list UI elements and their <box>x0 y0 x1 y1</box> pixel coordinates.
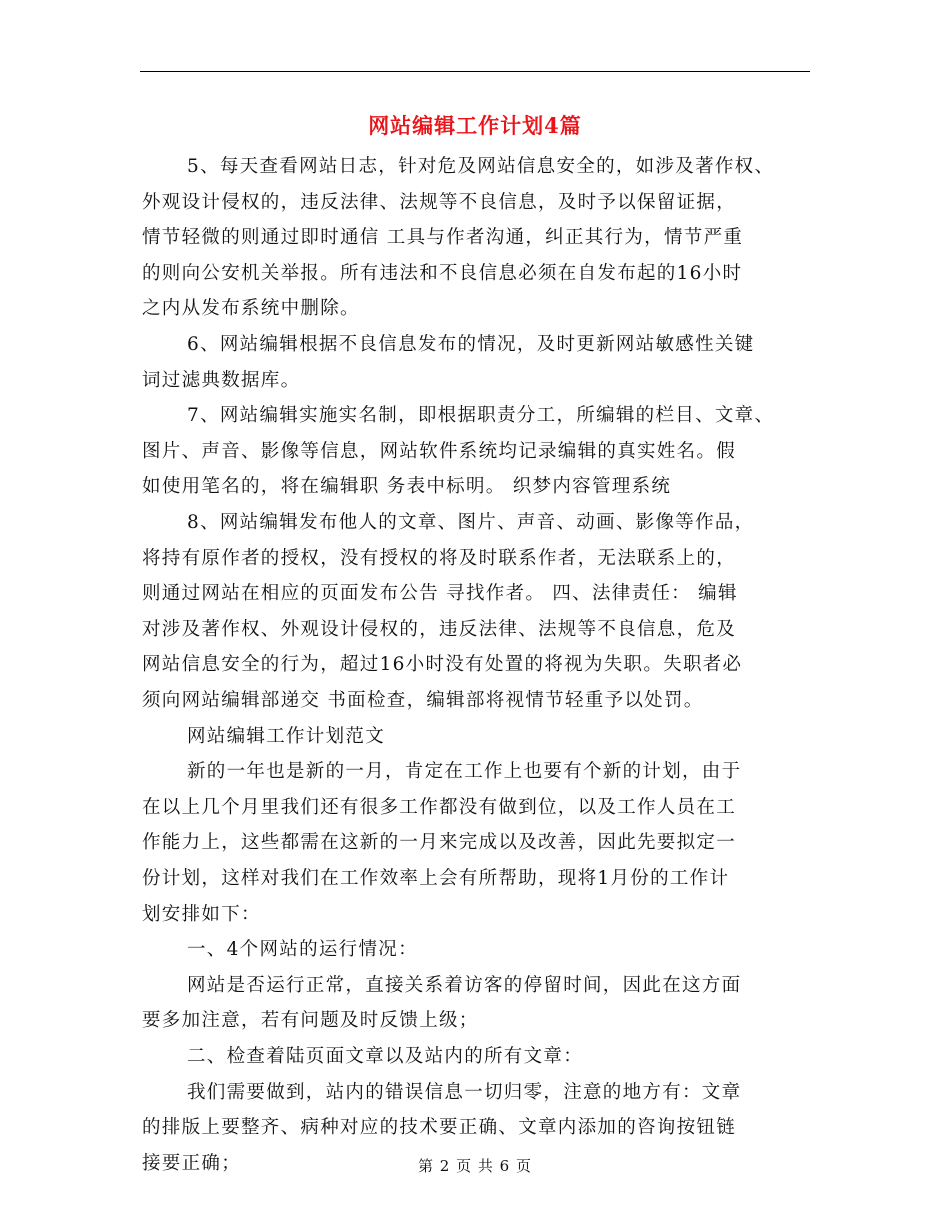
body-line: 一、4个网站的运行情况： <box>187 939 418 961</box>
body-line: 词过滤典数据库。 <box>142 369 301 391</box>
body-line: 网站信息安全的行为，超过16小时没有处置的将视为失职。失职者必 <box>142 654 743 676</box>
body-line: 之内从发布系统中删除。 <box>142 298 360 320</box>
body-line: 在以上几个月里我们还有很多工作都没有做到位，以及工作人员在工 <box>142 796 737 818</box>
body-line: 新的一年也是新的一月，肯定在工作上也要有个新的计划，由于 <box>187 761 742 783</box>
body-line: 接要正确； <box>142 1152 242 1174</box>
body-line: 二、检查着陆页面文章以及站内的所有文章： <box>187 1046 584 1067</box>
body-line: 的则向公安机关举报。所有违法和不良信息必须在自发布起的16小时 <box>142 262 743 284</box>
body-line: 则通过网站在相应的页面发布公告 寻找作者。 四、法律责任： 编辑 <box>142 583 738 605</box>
body-line: 7、网站编辑实施实名制，即根据职责分工，所编辑的栏目、文章、 <box>187 405 775 427</box>
body-line: 作能力上，这些都需在这新的一月来完成以及改善，因此先要拟定一 <box>142 832 737 854</box>
body-line: 对涉及著作权、外观设计侵权的，违反法律、法规等不良信息，危及 <box>142 618 737 640</box>
body-line: 我们需要做到，站内的错误信息一切归零，注意的地方有：文章 <box>187 1081 742 1103</box>
body-line: 如使用笔名的，将在编辑职 务表中标明。 织梦内容管理系统 <box>142 476 672 498</box>
section-heading: 网站编辑工作计划范文 <box>187 725 386 747</box>
document-title: 网站编辑工作计划4篇 <box>368 113 582 138</box>
body-line: 须向网站编辑部递交 书面检查，编辑部将视情节轻重予以处罚。 <box>142 690 704 711</box>
body-line: 图片、声音、影像等信息，网站软件系统均记录编辑的真实姓名。假 <box>142 440 737 462</box>
body-line: 5、每天查看网站日志，针对危及网站信息安全的，如涉及著作权、 <box>187 156 775 177</box>
body-line: 划安排如下： <box>142 903 261 925</box>
body-line: 6、网站编辑根据不良信息发布的情况，及时更新网站敏感性关键 <box>187 334 755 355</box>
body-line: 情节轻微的则通过即时通信 工具与作者沟通，纠正其行为，情节严重 <box>142 227 744 249</box>
body-line: 要多加注意，若有问题及时反馈上级； <box>142 1010 479 1032</box>
body-line: 8、网站编辑发布他人的文章、图片、声音、动画、影像等作品， <box>187 512 755 533</box>
body-line: 网站是否运行正常，直接关系着访客的停留时间，因此在这方面 <box>187 974 742 996</box>
body-line: 将持有原作者的授权，没有授权的将及时联系作者，无法联系上的， <box>142 547 737 569</box>
body-line: 外观设计侵权的，违反法律、法规等不良信息，及时予以保留证据， <box>142 191 737 213</box>
page-footer: 第 2 页 共 6 页 <box>418 1157 532 1175</box>
body-line: 的排版上要整齐、病种对应的技术要正确、文章内添加的咨询按钮链 <box>142 1117 737 1139</box>
body-line: 份计划，这样对我们在工作效率上会有所帮助，现将1月份的工作计 <box>142 868 730 889</box>
